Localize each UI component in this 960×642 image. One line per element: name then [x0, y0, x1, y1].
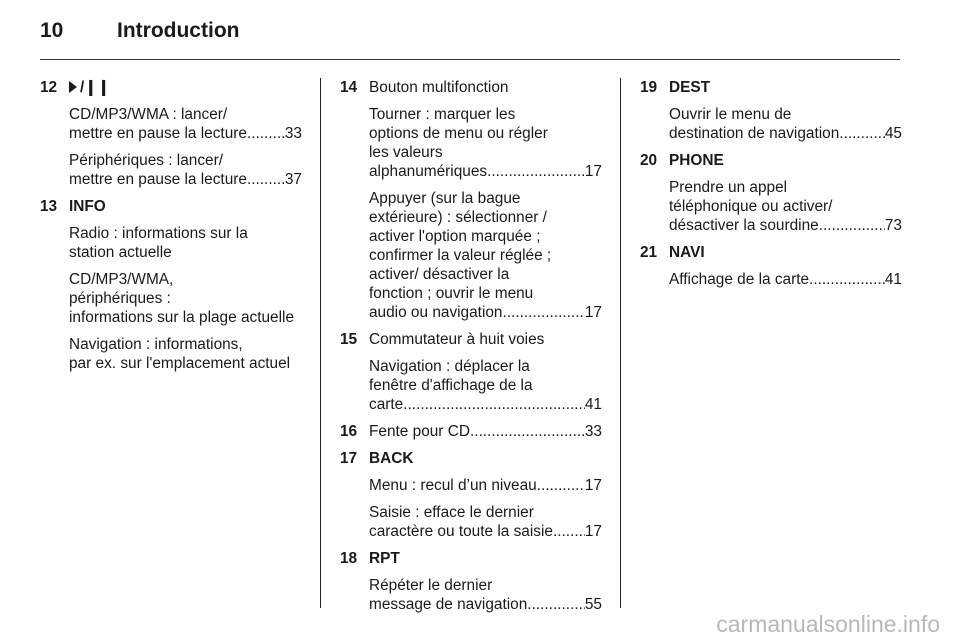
text-line: les valeurs [369, 144, 443, 161]
index-entry [640, 243, 902, 289]
dot-leader [470, 422, 585, 441]
entry-label-text: INFO [69, 198, 106, 215]
page-number: 10 [40, 19, 64, 42]
page-ref: 73 [884, 217, 902, 234]
index-entry [40, 78, 302, 189]
entry-label-text: PHONE [669, 152, 724, 169]
entry-number: 14 [340, 79, 358, 96]
entry-label-text: DEST [669, 79, 711, 96]
entry-label [669, 243, 902, 262]
dot-leader [487, 162, 585, 181]
dotted-line [369, 476, 602, 495]
entry-text: mettre en pause la lecture [69, 125, 247, 142]
dot-leader [247, 124, 285, 143]
entry-paragraph [69, 335, 302, 373]
entry-number: 13 [40, 198, 58, 215]
text-line: Navigation : informations, [69, 336, 243, 353]
entry-label [669, 78, 902, 97]
text-line: station actuelle [69, 244, 172, 261]
column-divider [620, 78, 621, 608]
entry-number: 20 [640, 152, 658, 169]
dotted-line [369, 303, 602, 322]
entry-label-text: Commutateur à huit voies [369, 331, 545, 348]
text-line: informations sur la plage actuelle [69, 309, 294, 326]
entry-label-text: /❙❙ [80, 79, 111, 96]
entry-label [369, 330, 602, 349]
text-line: téléphonique ou activer/ [669, 198, 833, 215]
entry-text: mettre en pause la lecture [69, 171, 247, 188]
dotted-line [669, 270, 902, 289]
entry-text: message de navigation [369, 596, 528, 613]
text-line: Appuyer (sur la bague [369, 190, 521, 207]
entry-label [69, 78, 302, 97]
page-ref: 17 [584, 477, 602, 494]
dotted-line [369, 522, 602, 541]
entry-paragraph [69, 151, 302, 189]
watermark: carmanualsonline.info [716, 611, 940, 637]
entry-text: alphanumériques [369, 163, 488, 180]
dot-leader [403, 395, 585, 414]
page-ref: 17 [584, 304, 602, 321]
column-3 [640, 78, 902, 289]
column-divider [320, 78, 321, 608]
page-ref: 55 [584, 596, 602, 613]
entry-label [369, 422, 602, 441]
index-entry [340, 449, 602, 541]
entry-label [669, 151, 902, 170]
text-line: Prendre un appel [669, 179, 788, 196]
dotted-line [669, 124, 902, 143]
entry-number: 21 [640, 244, 658, 261]
entry-paragraph [369, 105, 602, 181]
entry-label [69, 197, 302, 216]
entry-label-text: NAVI [669, 244, 705, 261]
text-line: activer l'option marquée ; [369, 228, 541, 245]
entry-paragraph [369, 189, 602, 322]
index-entry [340, 330, 602, 414]
page-ref: 41 [584, 396, 602, 413]
header-rule [40, 59, 900, 60]
dotted-line [369, 395, 602, 414]
entry-number: 15 [340, 331, 358, 348]
entry-paragraph [369, 357, 602, 414]
text-line: options de menu ou régler [369, 125, 548, 142]
dotted-line [69, 170, 302, 189]
text-line: périphériques : [69, 290, 171, 307]
dotted-line [369, 595, 602, 614]
entry-paragraph [669, 105, 902, 143]
index-entry [340, 78, 602, 322]
column-2 [340, 78, 602, 614]
index-entry [340, 549, 602, 614]
entry-text: Menu : recul d’un niveau [369, 477, 537, 494]
entry-text: audio ou navigation [369, 304, 503, 321]
entry-label-text: Bouton multifonction [369, 79, 509, 96]
entry-paragraph [669, 178, 902, 235]
entry-text: destination de navigation [669, 125, 840, 142]
page-ref: 37 [284, 171, 302, 188]
entry-text: désactiver la sourdine [669, 217, 819, 234]
page-ref: 17 [584, 163, 602, 180]
play-icon [69, 81, 77, 93]
text-line: activer/ désactiver la [369, 266, 510, 283]
text-line: extérieure) : sélectionner / [369, 209, 547, 226]
entry-number: 12 [40, 79, 58, 96]
entry-paragraph [369, 476, 602, 495]
text-line: CD/MP3/WMA : lancer/ [69, 106, 228, 123]
index-entry [40, 197, 302, 373]
entry-text: Affichage de la carte [669, 271, 810, 288]
dot-leader [537, 476, 585, 495]
page-ref: 33 [284, 125, 302, 142]
dot-leader [553, 522, 585, 541]
index-entry [340, 422, 602, 441]
entry-label [369, 549, 602, 568]
entry-label [369, 449, 602, 468]
text-line: Navigation : déplacer la [369, 358, 530, 375]
page-ref: 41 [884, 271, 902, 288]
entry-number: 17 [340, 450, 358, 467]
column-1 [40, 78, 302, 373]
entry-paragraph [69, 270, 302, 327]
entry-number: 16 [340, 423, 358, 440]
text-line: Radio : informations sur la [69, 225, 248, 242]
dotted-line [369, 422, 602, 441]
index-entry [640, 78, 902, 143]
dot-leader [503, 303, 585, 322]
page-header [0, 0, 960, 60]
dot-leader [527, 595, 585, 614]
entry-paragraph [69, 105, 302, 143]
dotted-line [369, 162, 602, 181]
page-ref: 17 [584, 523, 602, 540]
dotted-line [669, 216, 902, 235]
index-entry [640, 151, 902, 235]
text-line: Ouvrir le menu de [669, 106, 792, 123]
entry-number: 19 [640, 79, 658, 96]
text-line: CD/MP3/WMA, [69, 271, 174, 288]
page-ref: 33 [584, 423, 602, 440]
text-line: confirmer la valeur réglée ; [369, 247, 552, 264]
dot-leader [809, 270, 885, 289]
page-title: Introduction [117, 19, 240, 42]
text-line: Tourner : marquer les [369, 106, 516, 123]
text-line: Périphériques : lancer/ [69, 152, 223, 169]
text-line: fenêtre d'affichage de la [369, 377, 533, 394]
entry-number: 18 [340, 550, 358, 567]
entry-label-text: BACK [369, 450, 414, 467]
entry-paragraph [669, 270, 902, 289]
text-line: par ex. sur l'emplacement actuel [69, 355, 291, 372]
dot-leader [839, 124, 885, 143]
dotted-line [69, 124, 302, 143]
text-line: Répéter le dernier [369, 577, 493, 594]
text-line: fonction ; ouvrir le menu [369, 285, 534, 302]
text-line: Saisie : efface le dernier [369, 504, 534, 521]
entry-label [369, 78, 602, 97]
entry-paragraph [369, 576, 602, 614]
entry-text: caractère ou toute la saisie [369, 523, 553, 540]
page-ref: 45 [884, 125, 902, 142]
entry-label-text: RPT [369, 550, 400, 567]
entry-text: Fente pour CD [369, 423, 470, 440]
dot-leader [247, 170, 285, 189]
entry-text: carte [369, 396, 404, 413]
entry-paragraph [369, 503, 602, 541]
dot-leader [819, 216, 885, 235]
entry-paragraph [69, 224, 302, 262]
